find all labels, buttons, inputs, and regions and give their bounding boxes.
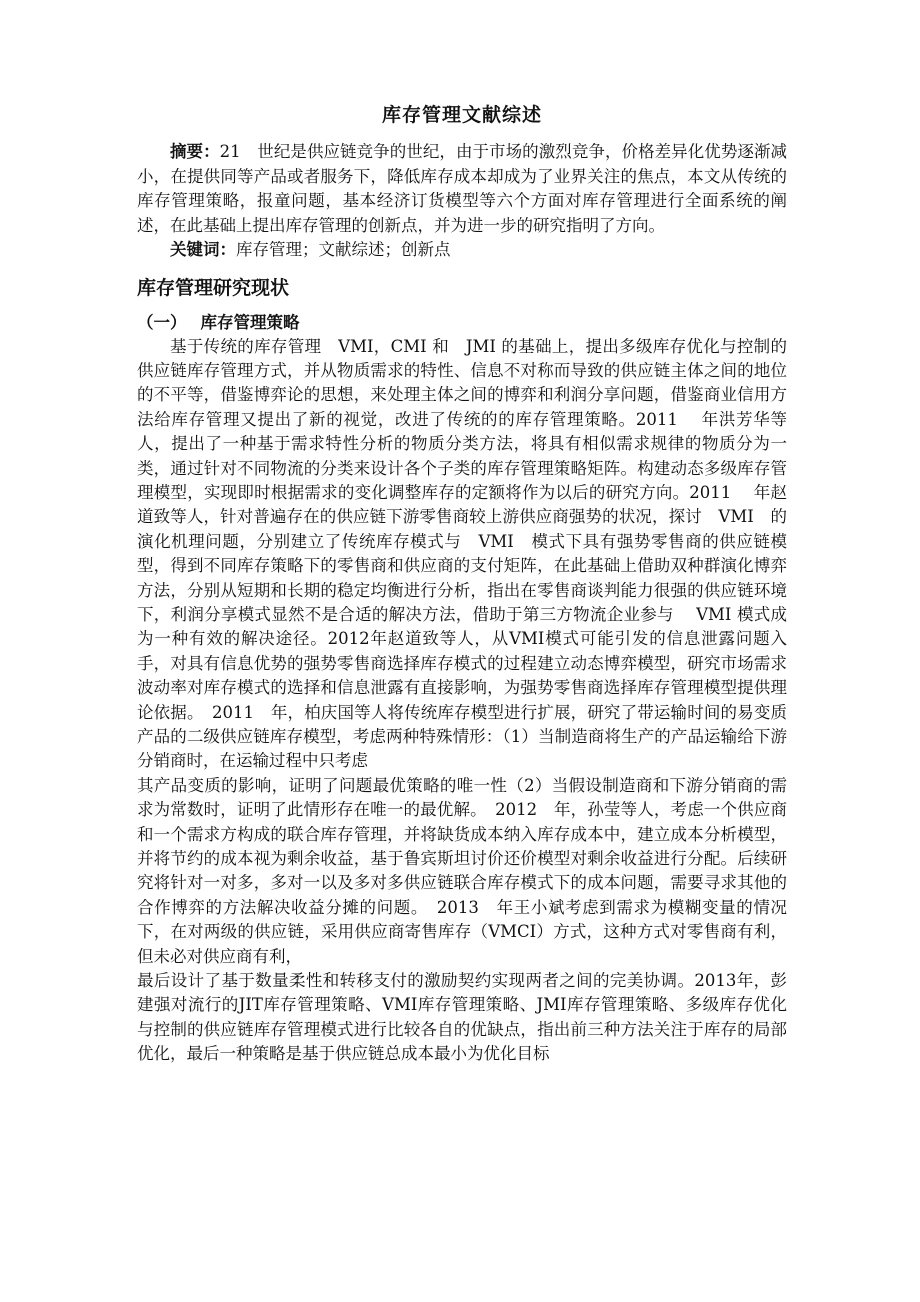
- keywords: [137, 238, 787, 263]
- keywords-label: 关键词：: [170, 240, 236, 259]
- body-paragraph: 最后设计了基于数量柔性和转移支付的激励契约实现两者之间的完美协调。2013年，彭建强对流行的JIT库存管理策略、VMI库存管理策略、JMI库存管理策略、多级库存优化与控制的供应链库存管理模式进行比较各自的优缺点，指出前三种方法关注于库存的局部优化，最后一种策略是基于供应链总成本最小为优化目标: [137, 971, 787, 1064]
- body-paragraph: 其产品变质的影响，证明了问题最优策略的唯一性（2）当假设制造商和下游分销商的需求为常数时，证明了此情形存在唯一的最优解。 2012 年，孙莹等人，考虑一个供应商和一个需求方构成的联合库存管理，并将缺货成本纳入库存成本中，建立成本分析模型，并将节约的成本视为剩余收益，基于鲁宾斯坦讨价还价模型对剩余收益进行分配。后续研究将针对一对多，多对一以及多对多供应链联合库存模式下的成本问题，需要寻求其他的合作博弈的方法解决收益分摊的问题。 2013 年王小斌考虑到需求为模糊变量的情况下，在对两级的供应链，采用供应商寄售库存（VMCI）方式，这种方式对零售商有利，但未必对供应商有利，: [137, 775, 787, 966]
- abstract-label: 摘要：: [170, 142, 220, 161]
- body-paragraph: 基于传统的库存管理 VMI，CMI 和 JMI 的基础上，提出多级库存优化与控制的供应链库存管理方式，并从物质需求的特性、信息不对称而导致的供应链主体之间的地位的不平等，借鉴博弈论的思想，来处理主体之间的博弈和利润分享问题，借鉴商业信用方法给库存管理又提出了新的视觉，改进了传统的的库存管理策略。2011 年洪芳华等人，提出了一种基于需求特性分析的物质分类方法，将具有相似需求规律的物质分为一类，通过针对不同物流的分类来设计各个子类的库存管理策略矩阵。构建动态多级库存管理模型，实现即时根据需求的变化调整库存的定额将作为以后的研究方向。2011 年赵道致等人，针对普遍存在的供应链下游零售商较上游供应商强势的状况，探讨 VMI 的演化机理问题，分别建立了传统库存模式与 VMI 模式下具有强势零售商的供应链模型，得到不同库存策略下的零售商和供应商的支付矩阵，在此基础上借助双种群演化博弈方法，分别从短期和长期的稳定均衡进行分析，指出在零售商谈判能力很强的供应链环境下，利润分享模式显然不是合适的解决方法，借助于第三方物流企业参与 VMI 模式成为一种有效的解决途径。2012年赵道致等人，从VMI模式可能引发的信息泄露问题入手，对具有信息优势的强势零售商选择库存模式的过程建立动态博弈模型，研究市场需求波动率对库存模式的选择和信息泄露有直接影响，为强势零售商选择库存管理模型提供理论依据。 2011 年，柏庆国等人将传统库存模型进行扩展，研究了带运输时间的易变质产品的二级供应链库存模型，考虑两种特殊情形：（1）当制造商将生产的产品运输给下游分销商时，在运输过程中只考虑: [137, 336, 787, 771]
- keywords-text: 库存管理；文献综述；创新点: [236, 240, 451, 259]
- subsection-title: 库存管理策略: [200, 312, 300, 332]
- document-page: [137, 100, 787, 1067]
- abstract: [137, 140, 787, 238]
- section-heading: 库存管理研究现状: [137, 276, 290, 299]
- abstract-text: 21 世纪是供应链竞争的世纪，由于市场的激烈竞争，价格差异化优势逐渐减小，在提供同等产品或者服务下，降低库存成本却成为了业界关注的焦点，本文从传统的库存管理策略，报童问题，基本经济订货模型等六个方面对库存管理进行全面系统的阐述，在此基础上提出库存管理的创新点，并为进一步的研究指明了方向。: [137, 142, 788, 235]
- subsection-number: （一）: [137, 312, 187, 332]
- document-title: 库存管理文献综述: [381, 104, 542, 126]
- subsection-heading: [137, 311, 787, 335]
